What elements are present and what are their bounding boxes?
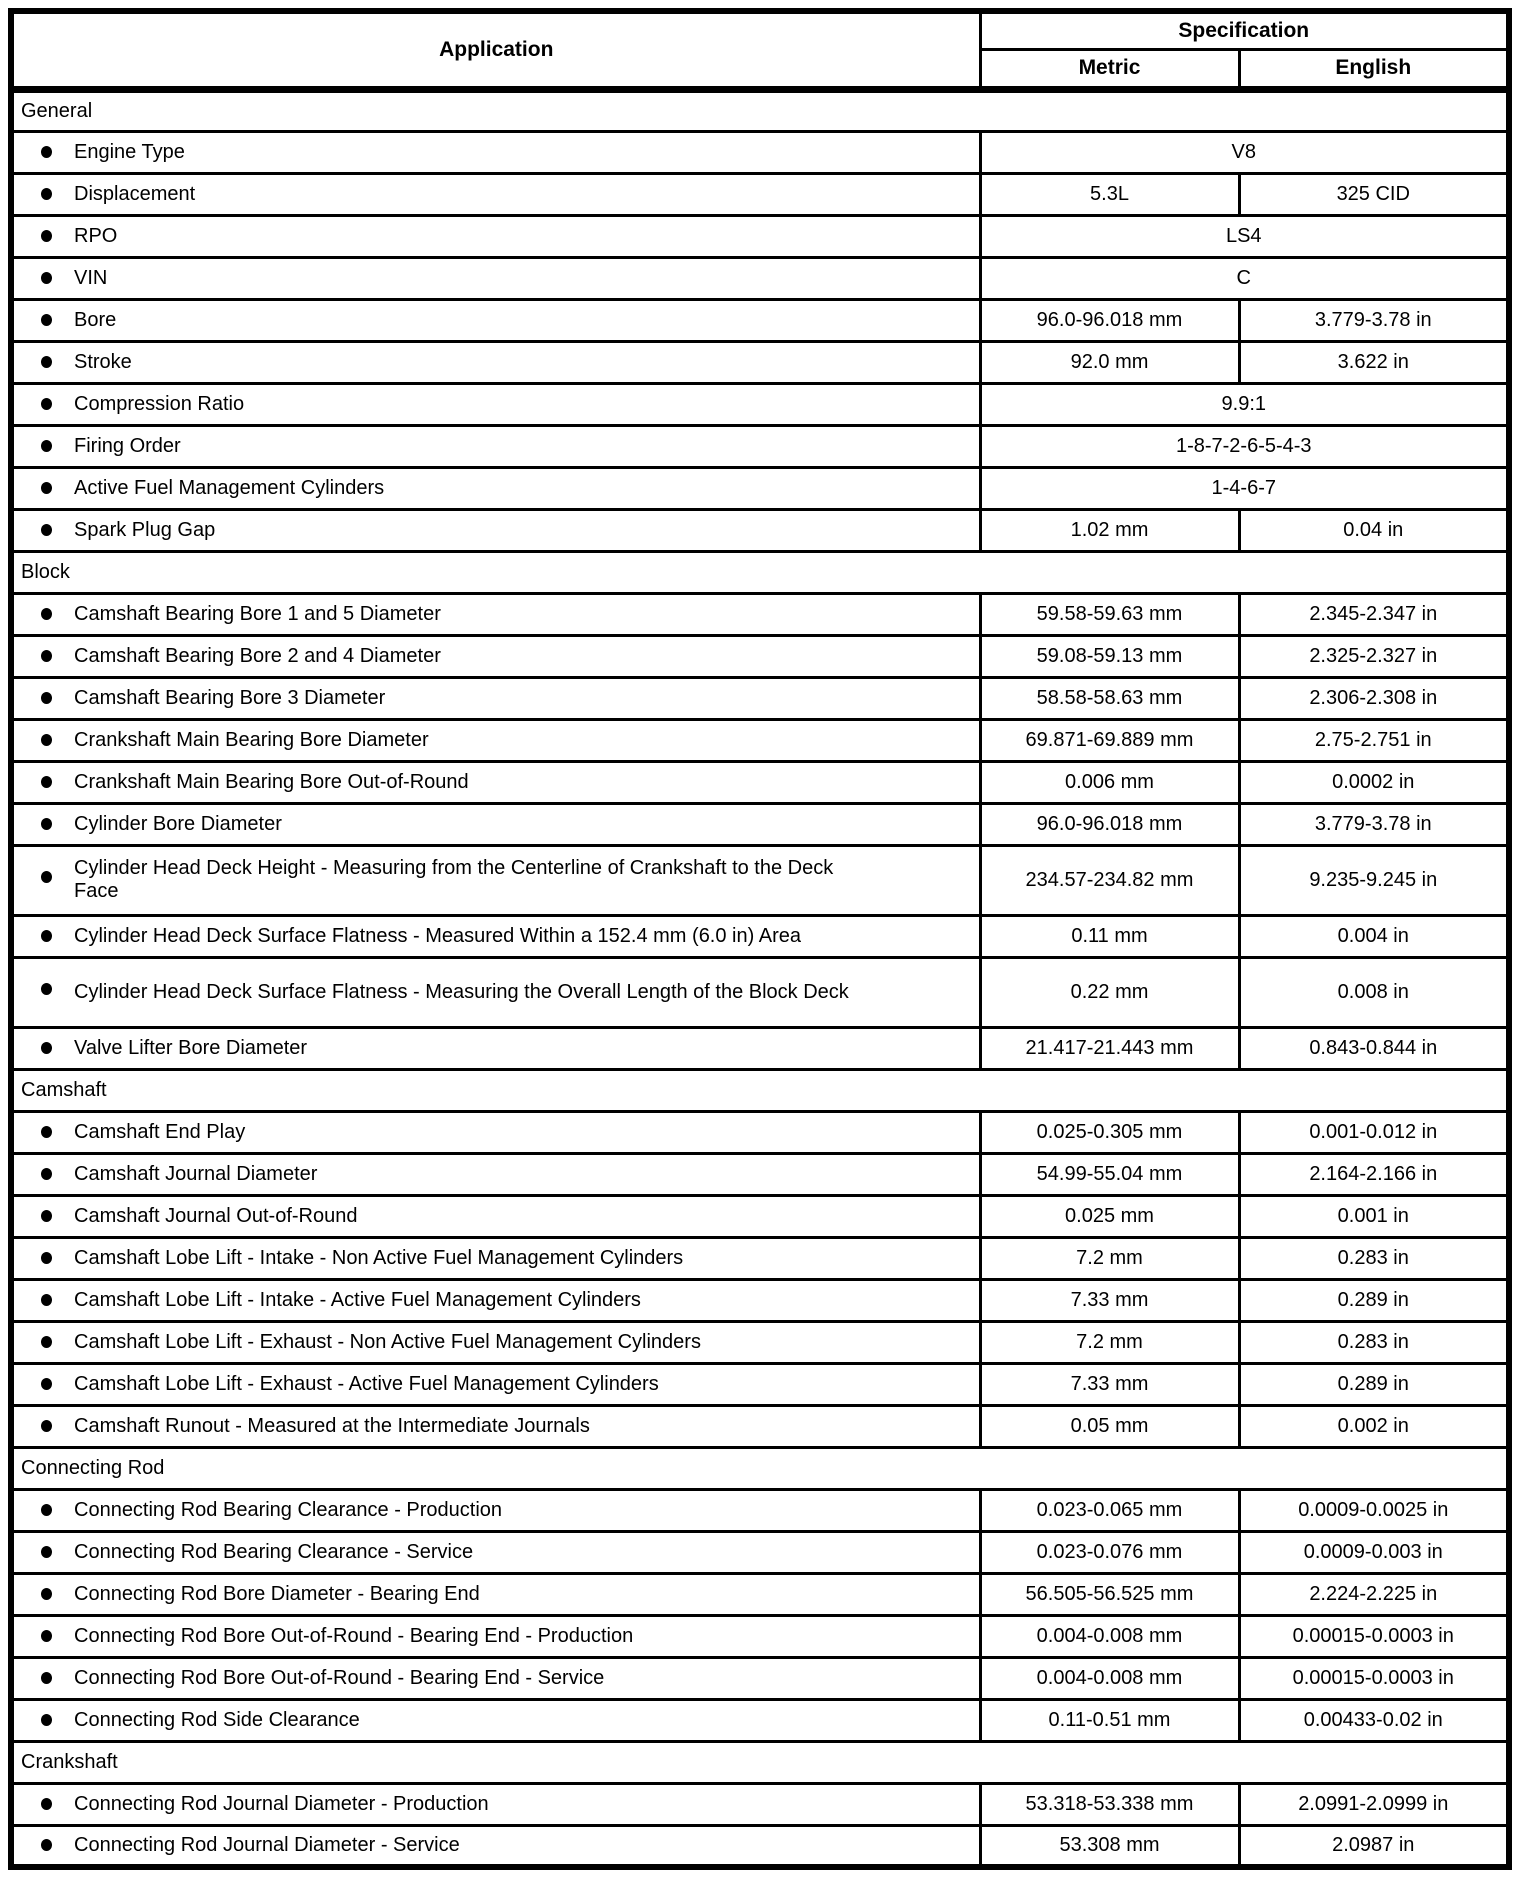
bullet-icon: [41, 818, 52, 830]
bullet-icon: [41, 146, 52, 158]
bullet-icon: [41, 983, 52, 995]
spec-label-text: Connecting Rod Journal Diameter - Service: [74, 1833, 460, 1856]
table-row: [11, 719, 1509, 761]
spec-label-text: VIN: [74, 266, 108, 289]
table-row: [11, 257, 1509, 299]
spec-label-text: Firing Order: [74, 434, 181, 457]
spec-label: [11, 1531, 980, 1573]
spec-label: [11, 1825, 980, 1867]
spec-label-text: Connecting Rod Journal Diameter - Production: [74, 1792, 489, 1815]
spec-label-text: Camshaft Runout - Measured at the Intermediate Journals: [74, 1414, 590, 1437]
section-title: Connecting Rod: [11, 1447, 1509, 1489]
spec-label-text: Crankshaft Main Bearing Bore Diameter: [74, 728, 429, 751]
spec-label-text: Connecting Rod Bore Out-of-Round - Bearing End - Service: [74, 1666, 605, 1689]
table-row: [11, 1657, 1509, 1699]
table-row: [11, 1783, 1509, 1825]
bullet-icon: [41, 1504, 52, 1516]
spec-english-value: 0.0009-0.003 in: [1239, 1531, 1509, 1573]
spec-english-value: 3.779-3.78 in: [1239, 803, 1509, 845]
spec-label: [11, 845, 980, 915]
table-row: [11, 215, 1509, 257]
spec-label-text: Connecting Rod Side Clearance: [74, 1708, 360, 1731]
table-row: [11, 1825, 1509, 1867]
spec-label-text: Camshaft Lobe Lift - Exhaust - Non Active Fuel Management Cylinders: [74, 1330, 701, 1353]
bullet-icon: [41, 1714, 52, 1726]
spec-english-value: 0.002 in: [1239, 1405, 1509, 1447]
table-row: [11, 383, 1509, 425]
spec-label-text: Connecting Rod Bore Diameter - Bearing End: [74, 1582, 480, 1605]
bullet-icon: [41, 871, 52, 883]
spec-label: [11, 1657, 980, 1699]
spec-label: [11, 1573, 980, 1615]
spec-label: [11, 1279, 980, 1321]
bullet-icon: [41, 1294, 52, 1306]
table-row: [11, 425, 1509, 467]
table-row: [11, 1321, 1509, 1363]
bullet-icon: [41, 930, 52, 942]
spec-label: [11, 1111, 980, 1153]
section-row-camshaft: [11, 1069, 1509, 1111]
spec-english-value: 3.622 in: [1239, 341, 1509, 383]
spec-metric-value: 0.004-0.008 mm: [980, 1657, 1239, 1699]
spec-english-value: 2.75-2.751 in: [1239, 719, 1509, 761]
spec-metric-value: 92.0 mm: [980, 341, 1239, 383]
english-column-header: English: [1239, 49, 1509, 89]
spec-english-value: 2.325-2.327 in: [1239, 635, 1509, 677]
table-row: [11, 803, 1509, 845]
spec-shared-value: C: [980, 257, 1509, 299]
spec-label-text: Cylinder Bore Diameter: [74, 812, 282, 835]
bullet-icon: [41, 1378, 52, 1390]
spec-label: [11, 1321, 980, 1363]
spec-english-value: 0.008 in: [1239, 957, 1509, 1027]
spec-label-text: Active Fuel Management Cylinders: [74, 476, 385, 499]
spec-label-text: Camshaft Bearing Bore 3 Diameter: [74, 686, 386, 709]
table-row: [11, 299, 1509, 341]
bullet-icon: [41, 440, 52, 452]
spec-label: [11, 509, 980, 551]
spec-metric-value: 0.11-0.51 mm: [980, 1699, 1239, 1741]
table-row: [11, 1363, 1509, 1405]
spec-label: [11, 803, 980, 845]
spec-metric-value: 234.57-234.82 mm: [980, 845, 1239, 915]
spec-label-text: Camshaft Bearing Bore 2 and 4 Diameter: [74, 644, 441, 667]
table-row: [11, 677, 1509, 719]
spec-label-text: Crankshaft Main Bearing Bore Out-of-Round: [74, 770, 469, 793]
bullet-icon: [41, 1168, 52, 1180]
spec-english-value: 2.224-2.225 in: [1239, 1573, 1509, 1615]
bullet-icon: [41, 1126, 52, 1138]
spec-english-value: 2.345-2.347 in: [1239, 593, 1509, 635]
spec-metric-value: 53.308 mm: [980, 1825, 1239, 1867]
table-row: [11, 467, 1509, 509]
spec-english-value: 0.00015-0.0003 in: [1239, 1615, 1509, 1657]
spec-label: [11, 257, 980, 299]
spec-label-text: Connecting Rod Bearing Clearance - Service: [74, 1540, 474, 1563]
bullet-icon: [41, 1042, 52, 1054]
spec-label-text: Valve Lifter Bore Diameter: [74, 1036, 308, 1059]
spec-metric-value: 0.006 mm: [980, 761, 1239, 803]
spec-english-value: 2.164-2.166 in: [1239, 1153, 1509, 1195]
spec-shared-value: V8: [980, 131, 1509, 173]
metric-column-header: Metric: [980, 49, 1239, 89]
spec-metric-value: 53.318-53.338 mm: [980, 1783, 1239, 1825]
spec-metric-value: 5.3L: [980, 173, 1239, 215]
spec-label: [11, 1027, 980, 1069]
spec-shared-value: 1-8-7-2-6-5-4-3: [980, 425, 1509, 467]
bullet-icon: [41, 314, 52, 326]
spec-label: [11, 299, 980, 341]
spec-metric-value: 7.33 mm: [980, 1363, 1239, 1405]
spec-english-value: 0.00433-0.02 in: [1239, 1699, 1509, 1741]
spec-english-value: 0.00015-0.0003 in: [1239, 1657, 1509, 1699]
bullet-icon: [41, 692, 52, 704]
spec-label: [11, 719, 980, 761]
spec-english-value: 9.235-9.245 in: [1239, 845, 1509, 915]
bullet-icon: [41, 1839, 52, 1851]
spec-metric-value: 54.99-55.04 mm: [980, 1153, 1239, 1195]
spec-english-value: 0.289 in: [1239, 1279, 1509, 1321]
table-row: [11, 915, 1509, 957]
bullet-icon: [41, 1672, 52, 1684]
spec-label-text: Camshaft Journal Out-of-Round: [74, 1204, 358, 1227]
table-row: [11, 1699, 1509, 1741]
spec-metric-value: 96.0-96.018 mm: [980, 803, 1239, 845]
spec-english-value: 0.283 in: [1239, 1237, 1509, 1279]
spec-label: [11, 131, 980, 173]
spec-label: [11, 761, 980, 803]
bullet-icon: [41, 230, 52, 242]
table-row: [11, 1573, 1509, 1615]
section-title: General: [11, 89, 1509, 131]
spec-metric-value: 21.417-21.443 mm: [980, 1027, 1239, 1069]
spec-label: [11, 1489, 980, 1531]
spec-metric-value: 0.004-0.008 mm: [980, 1615, 1239, 1657]
spec-english-value: 0.04 in: [1239, 509, 1509, 551]
spec-english-value: 2.306-2.308 in: [1239, 677, 1509, 719]
spec-shared-value: LS4: [980, 215, 1509, 257]
bullet-icon: [41, 524, 52, 536]
spec-label: [11, 1237, 980, 1279]
bullet-icon: [41, 482, 52, 494]
table-row: [11, 593, 1509, 635]
table-row: [11, 509, 1509, 551]
bullet-icon: [41, 356, 52, 368]
bullet-icon: [41, 1252, 52, 1264]
section-row-connecting-rod: [11, 1447, 1509, 1489]
bullet-icon: [41, 1630, 52, 1642]
spec-metric-value: 0.025-0.305 mm: [980, 1111, 1239, 1153]
table-row: [11, 1531, 1509, 1573]
spec-english-value: 0.0002 in: [1239, 761, 1509, 803]
spec-shared-value: 9.9:1: [980, 383, 1509, 425]
spec-label: [11, 1363, 980, 1405]
engine-specification-table: [8, 8, 1512, 1870]
spec-label-text: Spark Plug Gap: [74, 518, 216, 541]
table-header: [11, 11, 1509, 89]
bullet-icon: [41, 1588, 52, 1600]
table-body: [11, 89, 1509, 1867]
spec-english-value: 0.289 in: [1239, 1363, 1509, 1405]
spec-label-text: Camshaft Lobe Lift - Exhaust - Active Fuel Management Cylinders: [74, 1372, 659, 1395]
section-title: Camshaft: [11, 1069, 1509, 1111]
spec-metric-value: 0.023-0.076 mm: [980, 1531, 1239, 1573]
spec-label: [11, 915, 980, 957]
spec-label-text: Connecting Rod Bearing Clearance - Production: [74, 1498, 503, 1521]
spec-label: [11, 593, 980, 635]
section-row-crankshaft: [11, 1741, 1509, 1783]
spec-english-value: 0.004 in: [1239, 915, 1509, 957]
section-title: Block: [11, 551, 1509, 593]
spec-metric-value: 56.505-56.525 mm: [980, 1573, 1239, 1615]
specification-column-header: Specification: [980, 11, 1509, 49]
section-title: Crankshaft: [11, 1741, 1509, 1783]
spec-metric-value: 0.05 mm: [980, 1405, 1239, 1447]
table-row: [11, 761, 1509, 803]
spec-label-text: Compression Ratio: [74, 392, 245, 415]
bullet-icon: [41, 188, 52, 200]
spec-label: [11, 1405, 980, 1447]
spec-label: [11, 341, 980, 383]
table-row: [11, 1279, 1509, 1321]
spec-english-value: 325 CID: [1239, 173, 1509, 215]
table-row: [11, 635, 1509, 677]
spec-english-value: 2.0987 in: [1239, 1825, 1509, 1867]
spec-label-text: Cylinder Head Deck Surface Flatness - Measured Within a 152.4 mm (6.0 in) Area: [74, 924, 801, 947]
bullet-icon: [41, 272, 52, 284]
spec-label: [11, 215, 980, 257]
spec-label: [11, 957, 980, 1027]
spec-label: [11, 1783, 980, 1825]
spec-label-text: Cylinder Head Deck Height - Measuring from the Centerline of Crankshaft to the Deck Face: [74, 857, 834, 902]
spec-label: [11, 1699, 980, 1741]
table-row: [11, 845, 1509, 915]
spec-label-text: Bore: [74, 308, 117, 331]
bullet-icon: [41, 650, 52, 662]
header-row-top: [11, 11, 1509, 49]
table-row: [11, 173, 1509, 215]
bullet-icon: [41, 398, 52, 410]
table-row: [11, 341, 1509, 383]
bullet-icon: [41, 1546, 52, 1558]
spec-metric-value: 7.33 mm: [980, 1279, 1239, 1321]
spec-metric-value: 58.58-58.63 mm: [980, 677, 1239, 719]
table-row: [11, 1153, 1509, 1195]
table-row: [11, 957, 1509, 1027]
spec-label-text: Cylinder Head Deck Surface Flatness - Measuring the Overall Length of the Block Deck: [74, 980, 849, 1003]
bullet-icon: [41, 608, 52, 620]
bullet-icon: [41, 1210, 52, 1222]
spec-label-text: Engine Type: [74, 140, 185, 163]
spec-label-text: Camshaft End Play: [74, 1120, 246, 1143]
table-row: [11, 1237, 1509, 1279]
spec-english-value: 0.001-0.012 in: [1239, 1111, 1509, 1153]
spec-label-text: Camshaft Journal Diameter: [74, 1162, 318, 1185]
bullet-icon: [41, 1336, 52, 1348]
spec-label-text: Connecting Rod Bore Out-of-Round - Bearing End - Production: [74, 1624, 634, 1647]
spec-english-value: 3.779-3.78 in: [1239, 299, 1509, 341]
spec-metric-value: 1.02 mm: [980, 509, 1239, 551]
spec-metric-value: 0.025 mm: [980, 1195, 1239, 1237]
spec-metric-value: 0.11 mm: [980, 915, 1239, 957]
spec-metric-value: 59.58-59.63 mm: [980, 593, 1239, 635]
spec-label: [11, 173, 980, 215]
table-row: [11, 1195, 1509, 1237]
spec-metric-value: 59.08-59.13 mm: [980, 635, 1239, 677]
spec-label-text: Displacement: [74, 182, 196, 205]
spec-metric-value: 7.2 mm: [980, 1237, 1239, 1279]
table-row: [11, 1111, 1509, 1153]
spec-metric-value: 7.2 mm: [980, 1321, 1239, 1363]
bullet-icon: [41, 776, 52, 788]
table-row: [11, 1027, 1509, 1069]
spec-english-value: 0.843-0.844 in: [1239, 1027, 1509, 1069]
spec-label: [11, 467, 980, 509]
bullet-icon: [41, 734, 52, 746]
spec-label: [11, 425, 980, 467]
table-row: [11, 1405, 1509, 1447]
spec-label: [11, 1195, 980, 1237]
spec-label: [11, 635, 980, 677]
spec-english-value: 0.0009-0.0025 in: [1239, 1489, 1509, 1531]
spec-label: [11, 383, 980, 425]
bullet-icon: [41, 1798, 52, 1810]
spec-label-text: Camshaft Lobe Lift - Intake - Active Fuel Management Cylinders: [74, 1288, 641, 1311]
spec-label-text: Stroke: [74, 350, 132, 373]
spec-metric-value: 0.023-0.065 mm: [980, 1489, 1239, 1531]
spec-label: [11, 677, 980, 719]
spec-label-text: Camshaft Bearing Bore 1 and 5 Diameter: [74, 602, 441, 625]
table-row: [11, 131, 1509, 173]
spec-english-value: 0.001 in: [1239, 1195, 1509, 1237]
spec-shared-value: 1-4-6-7: [980, 467, 1509, 509]
spec-label-text: RPO: [74, 224, 118, 247]
spec-metric-value: 0.22 mm: [980, 957, 1239, 1027]
spec-label: [11, 1615, 980, 1657]
bullet-icon: [41, 1420, 52, 1432]
spec-english-value: 2.0991-2.0999 in: [1239, 1783, 1509, 1825]
application-column-header: Application: [11, 11, 980, 89]
table-row: [11, 1489, 1509, 1531]
spec-metric-value: 69.871-69.889 mm: [980, 719, 1239, 761]
spec-english-value: 0.283 in: [1239, 1321, 1509, 1363]
table-row: [11, 1615, 1509, 1657]
spec-label: [11, 1153, 980, 1195]
spec-metric-value: 96.0-96.018 mm: [980, 299, 1239, 341]
spec-label-text: Camshaft Lobe Lift - Intake - Non Active Fuel Management Cylinders: [74, 1246, 684, 1269]
section-row-block: [11, 551, 1509, 593]
section-row-general: [11, 89, 1509, 131]
